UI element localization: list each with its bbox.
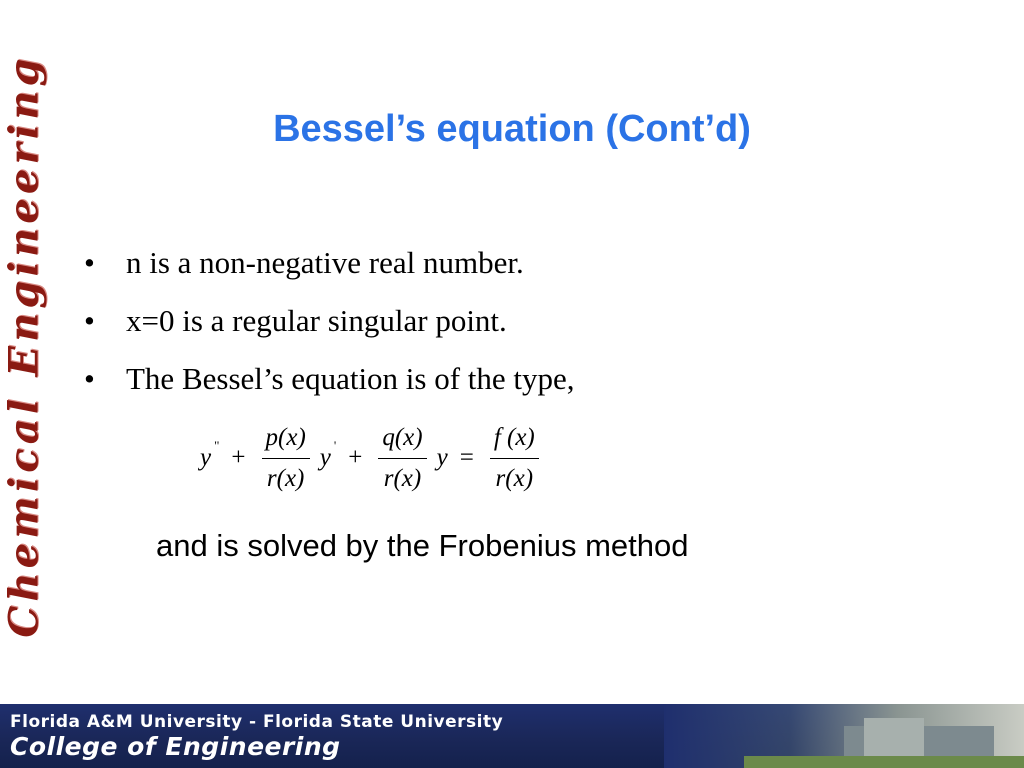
method-note: and is solved by the Frobenius method [156, 528, 689, 563]
sidebar-branding [0, 4, 48, 688]
bullet-list [84, 234, 575, 408]
lawn-shape [744, 756, 1024, 768]
eq-denominator-r: r(x) [266, 464, 305, 492]
eq-double-prime: " [214, 438, 220, 453]
eq-denominator-r: r(x) [495, 464, 534, 492]
bullet-text: n is a non-negative real number. [126, 245, 524, 280]
bullet-text: x=0 is a regular singular point. [126, 303, 507, 338]
eq-numerator-f: f (x) [490, 422, 539, 459]
footer-university: Florida A&M University - Florida State University [10, 712, 504, 732]
bullet-text: The Bessel’s equation is of the type, [126, 361, 575, 396]
footer-banner [0, 704, 1024, 768]
eq-equals: = [459, 444, 474, 471]
building-shape [864, 718, 924, 758]
bullet-marker: • [84, 245, 95, 280]
eq-denominator-r: r(x) [383, 464, 422, 492]
eq-fraction-f [490, 422, 539, 495]
eq-numerator-p: p(x) [262, 422, 310, 459]
bullet-marker: • [84, 303, 95, 338]
eq-fraction-p [262, 422, 310, 495]
bessel-equation [200, 418, 543, 498]
eq-prime: ' [333, 438, 337, 453]
eq-y: y [200, 444, 212, 471]
eq-plus-2: + [348, 444, 363, 471]
bullet-item [84, 292, 575, 350]
slide-title: Bessel’s equation (Cont’d) [273, 108, 751, 150]
bullet-marker: • [84, 361, 95, 396]
eq-y: y [436, 444, 448, 471]
eq-fraction-q [378, 422, 426, 495]
eq-numerator-q: q(x) [378, 422, 426, 459]
eq-y: y [319, 444, 331, 471]
bullet-item [84, 234, 575, 292]
footer-college: College of Engineering [10, 732, 341, 761]
bullet-item [84, 350, 575, 408]
eq-plus-1: + [231, 444, 246, 471]
sidebar-label: Chemical Engineering [0, 54, 48, 638]
